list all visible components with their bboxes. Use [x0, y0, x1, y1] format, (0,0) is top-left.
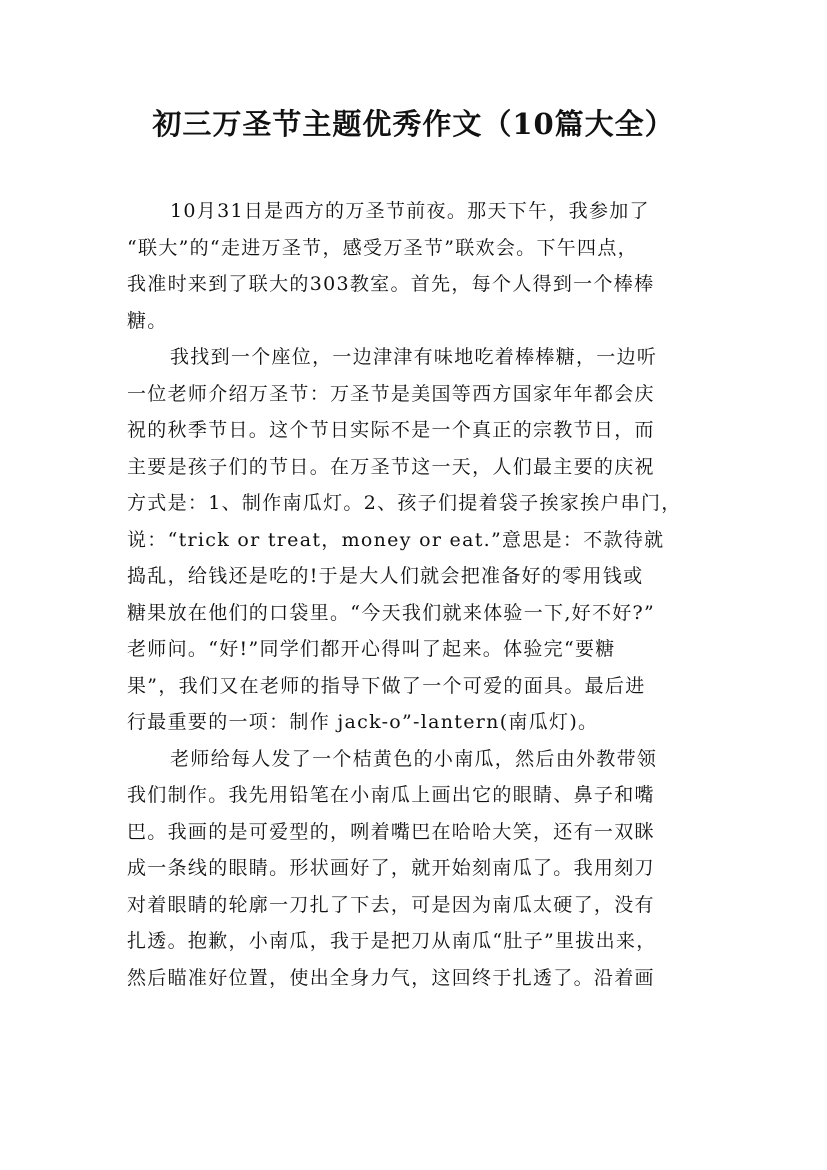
paragraph-1	[127, 193, 705, 339]
text-line: 10月31日是西方的万圣节前夜。那天下午，我参加了	[170, 200, 650, 222]
text-line: 成一条线的眼睛。形状画好了，就开始刻南瓜了。我用刻刀	[127, 857, 655, 879]
document-body	[127, 193, 705, 996]
text-line: 老师给每人发了一个桔黄色的小南瓜，然后由外教带领	[170, 747, 658, 770]
text-line: 巴。我画的是可爱型的，咧着嘴巴在哈哈大笑，还有一双眯	[127, 820, 655, 843]
text-line: 老师问。“好!”同学们都开心得叫了起来。体验完“要糖	[127, 638, 616, 660]
text-line: 糖果放在他们的口袋里。“今天我们就来体验一下,好不好?”	[127, 601, 656, 624]
text-line: 行最重要的一项：制作 jack-o”-lantern(南瓜灯)。	[127, 711, 599, 733]
document-title: 初三万圣节主题优秀作文（10篇大全）	[152, 107, 675, 141]
text-line: 我们制作。我先用铅笔在小南瓜上画出它的眼睛、鼻子和嘴	[127, 784, 655, 806]
text-line: 扎透。抱歉，小南瓜，我于是把刀从南瓜“肚子”里拔出来，	[127, 930, 657, 952]
text-line: 主要是孩子们的节日。在万圣节这一天，人们最主要的庆祝	[127, 455, 655, 478]
text-line: 一位老师介绍万圣节：万圣节是美国等西方国家年年都会庆	[127, 382, 655, 405]
text-line: 然后瞄准好位置，使出全身力气，这回终于扎透了。沿着画	[127, 966, 655, 989]
text-line: 果”，我们又在老师的指导下做了一个可爱的面具。最后进	[127, 674, 646, 697]
text-line: 说：“trick or treat，money or eat.”意思是：不款待就	[127, 528, 665, 551]
text-line: 对着眼睛的轮廓一刀扎了下去，可是因为南瓜太硬了，没有	[127, 893, 655, 916]
paragraph-2	[127, 339, 705, 741]
text-line: 捣乱，给钱还是吃的!于是大人们就会把准备好的零用钱或	[127, 565, 644, 587]
text-line: 祝的秋季节日。这个节日实际不是一个真正的宗教节日，而	[127, 419, 655, 441]
paragraph-3	[127, 741, 705, 997]
text-line: “联大”的“走进万圣节，感受万圣节”联欢会。下午四点，	[127, 236, 638, 259]
text-line: 方式是：1、制作南瓜灯。2、孩子们提着袋子挨家挨户串门，	[127, 492, 682, 514]
text-line: 我准时来到了联大的303教室。首先，每个人得到一个棒棒	[127, 273, 655, 295]
text-line: 糖。	[127, 309, 168, 332]
text-line: 我找到一个座位，一边津津有味地吃着棒棒糖，一边听	[170, 346, 658, 368]
